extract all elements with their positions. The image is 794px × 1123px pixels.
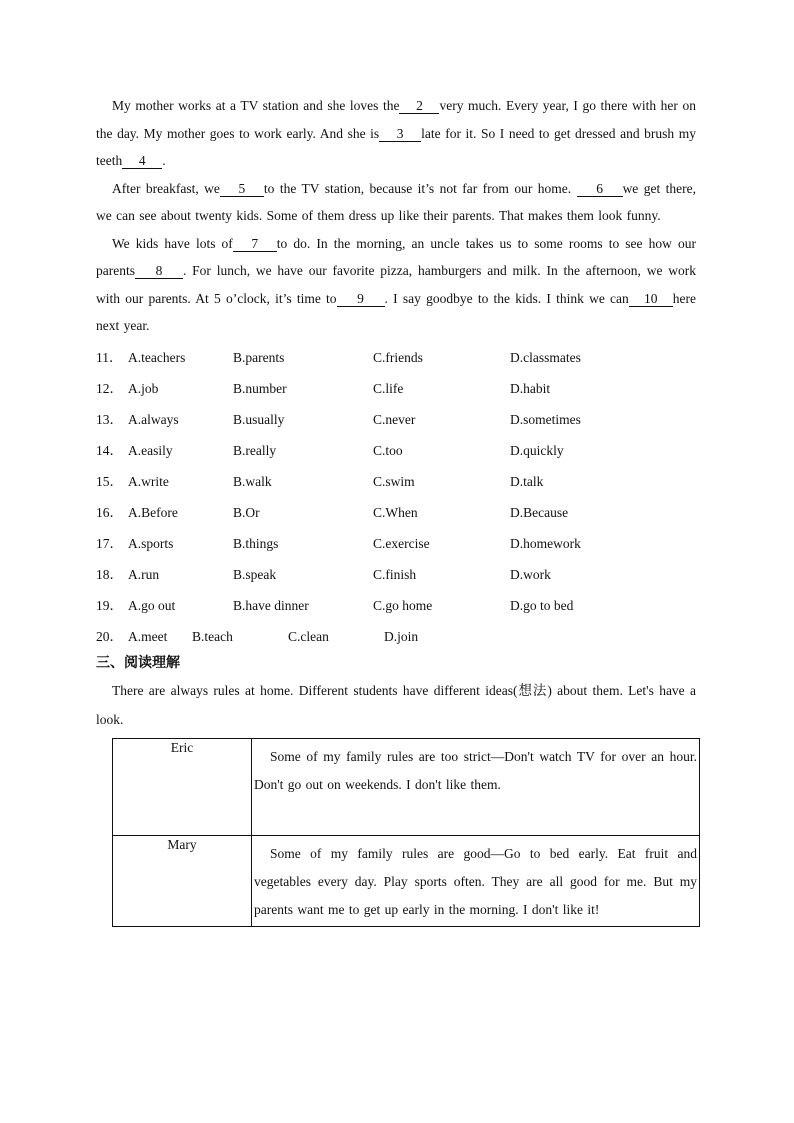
- passage-text: My mother works at a TV station and she loves the: [112, 98, 400, 113]
- question-number: 15．: [96, 473, 123, 489]
- option-a: A.Before: [128, 504, 178, 520]
- passage-paragraph-1: [96, 92, 696, 175]
- option-d: D.quickly: [510, 442, 564, 458]
- reading-intro: There are always rules at home. Different students have different ideas(想法) about them. Let's have a look.: [96, 682, 696, 727]
- option-c: C.clean: [288, 628, 329, 644]
- option-c: C.finish: [373, 566, 417, 582]
- option-a: A.teachers: [128, 349, 186, 365]
- question-row-18: [96, 559, 696, 590]
- blank-6: 6: [577, 181, 623, 197]
- question-number: 17．: [96, 535, 123, 551]
- question-number: 14．: [96, 442, 123, 458]
- option-a: A.always: [128, 411, 179, 427]
- option-c: C.never: [373, 411, 416, 427]
- student-name: Mary: [113, 835, 252, 926]
- passage-text: We kids have lots of: [112, 235, 233, 251]
- option-c: C.friends: [373, 349, 423, 365]
- passage-text: to do. In the morning, an uncle takes us to some rooms to see how our parents: [96, 235, 696, 278]
- question-options: [96, 342, 696, 652]
- blank-5: 5: [220, 181, 264, 197]
- option-d: D.sometimes: [510, 411, 581, 427]
- question-number: 16．: [96, 504, 123, 520]
- option-d: D.habit: [510, 380, 551, 396]
- passage-text: .: [162, 153, 166, 168]
- option-d: D.Because: [510, 504, 569, 520]
- passage-text: very much. Every year, I go there with her on the day. My mother goes to work early. And she is: [96, 98, 696, 141]
- passage-text: late for it. So I need to get dressed and brush my teeth: [96, 125, 696, 168]
- option-d: D.talk: [510, 473, 544, 489]
- passage-text: . I say goodbye to the kids. I think we can: [384, 290, 629, 306]
- option-c: C.go home: [373, 597, 433, 613]
- passage-text: here next year.: [96, 290, 697, 333]
- question-row-14: [96, 435, 696, 466]
- question-row-11: [96, 342, 696, 373]
- student-opinion: Some of my family rules are too strict—Don't watch TV for over an hour. Don't go out on weekends. I don't like them.: [252, 738, 700, 835]
- blank-3: 3: [379, 126, 421, 142]
- question-number: 11．: [96, 349, 123, 365]
- worksheet-page: [96, 92, 696, 927]
- option-c: C.swim: [373, 473, 415, 489]
- option-c: C.too: [373, 442, 403, 458]
- option-b: B.number: [233, 380, 287, 396]
- option-b: B.really: [233, 442, 277, 458]
- question-row-16: [96, 497, 696, 528]
- blank-4: 4: [122, 153, 162, 169]
- question-row-20: [96, 621, 696, 652]
- option-b: B.parents: [233, 349, 285, 365]
- option-b: B.teach: [192, 628, 233, 644]
- question-row-13: [96, 404, 696, 435]
- option-c: C.When: [373, 504, 418, 520]
- passage-text: to the TV station, because it’s not far from our home.: [263, 180, 572, 196]
- question-row-12: [96, 373, 696, 404]
- blank-10: 10: [629, 291, 673, 307]
- blank-8: 8: [135, 263, 183, 279]
- question-number: 19．: [96, 597, 123, 613]
- option-a: A.go out: [128, 597, 176, 613]
- student-name: Eric: [113, 738, 252, 835]
- question-number: 18．: [96, 566, 123, 582]
- option-c: C.life: [373, 380, 404, 396]
- option-a: A.run: [128, 566, 160, 582]
- passage-text: After breakfast, we: [112, 180, 220, 196]
- blank-9: 9: [337, 291, 385, 307]
- student-opinion: Some of my family rules are good—Go to bed early. Eat fruit and vegetables every day. Play sports often. They are all good for me. But my parents want me to get up early in the morning. I don't like it!: [252, 835, 700, 926]
- option-d: D.work: [510, 566, 551, 582]
- blank-2: 2: [399, 98, 439, 114]
- passage-paragraph-3: [96, 230, 696, 340]
- option-b: B.usually: [233, 411, 285, 427]
- option-b: B.Or: [233, 504, 260, 520]
- rules-table: [112, 738, 700, 927]
- section-heading: 三、阅读理解: [96, 654, 180, 671]
- option-a: A.job: [128, 380, 159, 396]
- question-number: 13．: [96, 411, 123, 427]
- question-row-17: [96, 528, 696, 559]
- option-d: D.join: [384, 628, 419, 644]
- option-b: B.have dinner: [233, 597, 309, 613]
- option-b: B.speak: [233, 566, 277, 582]
- table-row: [113, 738, 700, 835]
- option-a: A.write: [128, 473, 169, 489]
- option-a: A.sports: [128, 535, 174, 551]
- question-row-19: [96, 590, 696, 621]
- option-d: D.homework: [510, 535, 581, 551]
- passage-paragraph-2: [96, 175, 696, 230]
- option-d: D.go to bed: [510, 597, 574, 613]
- option-d: D.classmates: [510, 349, 581, 365]
- passage-text: we get there, we can see about twenty kids. Some of them dress up like their parents. That makes them look funny.: [96, 180, 697, 223]
- question-number: 20．: [96, 628, 123, 644]
- table-row: [113, 835, 700, 926]
- option-b: B.things: [233, 535, 279, 551]
- option-a: A.meet: [128, 628, 168, 644]
- question-row-15: [96, 466, 696, 497]
- question-number: 12．: [96, 380, 123, 396]
- blank-7: 7: [233, 236, 277, 252]
- option-a: A.easily: [128, 442, 173, 458]
- option-b: B.walk: [233, 473, 272, 489]
- passage-text: . For lunch, we have our favorite pizza, hamburgers and milk. In the afternoon, we work with our parents. At 5 o’clock, it’s time to: [96, 263, 696, 306]
- option-c: C.exercise: [373, 535, 430, 551]
